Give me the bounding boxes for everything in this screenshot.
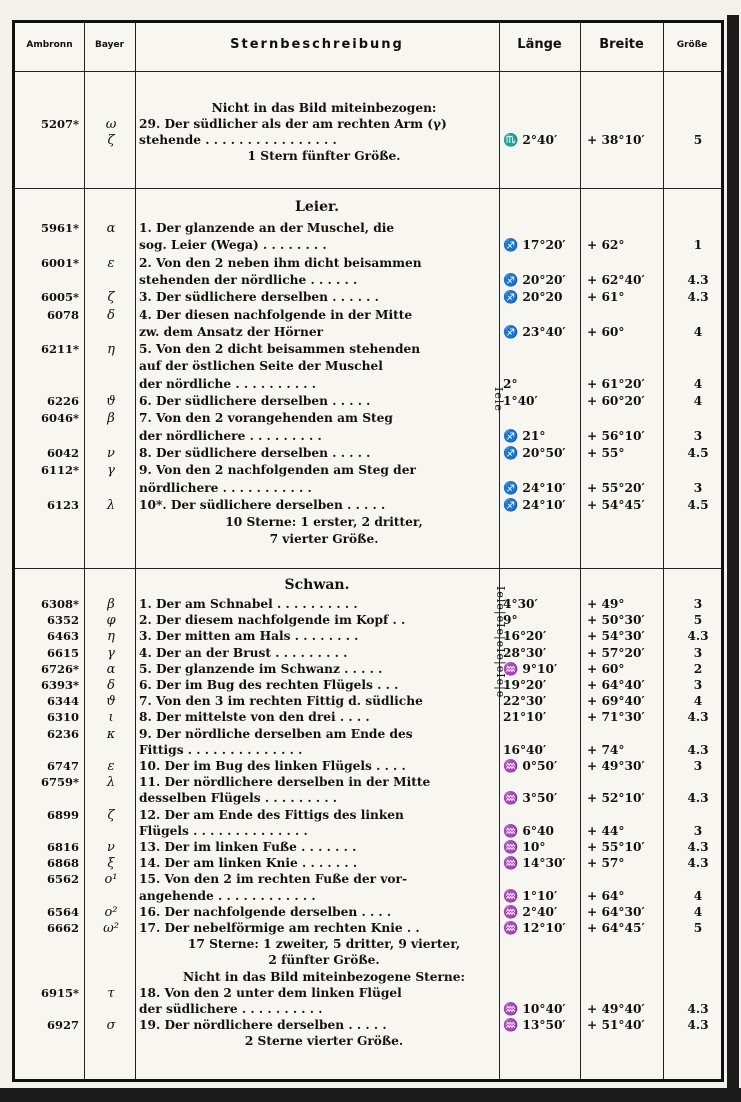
section-title-schwan: Schwan. bbox=[284, 577, 350, 593]
star-description: 8. Der südlichere derselben . . . . . bbox=[139, 445, 371, 460]
magnitude-value: 4.3 bbox=[687, 1002, 709, 1016]
table-row bbox=[15, 597, 721, 612]
magnitude-value: 3 bbox=[693, 759, 703, 773]
star-description: 15. Von den 2 im rechten Fuße der vor- bbox=[139, 872, 408, 887]
bayer-letter: ξ bbox=[107, 856, 115, 872]
latitude-value: + 38°10′ bbox=[587, 133, 645, 147]
star-description: 11. Der nördlichere derselben in der Mitte bbox=[139, 775, 431, 790]
star-description: 9. Von den 2 nachfolgenden am Steg der bbox=[139, 463, 416, 478]
longitude-value: 1°40′ bbox=[503, 394, 538, 408]
longitude-value: 2° bbox=[503, 376, 518, 391]
magnitude-value: 4.5 bbox=[687, 497, 709, 512]
bayer-letter: ν bbox=[107, 445, 115, 461]
longitude-value: ♐ 20°20′ bbox=[503, 272, 566, 287]
table-row bbox=[15, 238, 721, 253]
magnitude-value: 4.3 bbox=[687, 1018, 709, 1033]
bayer-letter: o² bbox=[104, 904, 118, 920]
star-description: 9. Der nördliche derselben am Ende des bbox=[139, 726, 413, 741]
star-description: 4. Der diesen nachfolgende in der Mitte bbox=[139, 307, 413, 322]
ambronn-number: 6308* bbox=[40, 597, 79, 611]
star-description: 10*. Der südlichere derselben . . . . . bbox=[139, 497, 386, 512]
longitude-value: ♒ 9°10′ bbox=[503, 661, 558, 676]
star-description: Nicht in das Bild miteinbezogen: bbox=[211, 101, 437, 115]
ambronn-number: 6662 bbox=[46, 921, 79, 935]
latitude-value: + 57° bbox=[587, 856, 625, 871]
page-edge-right bbox=[727, 15, 739, 1095]
bayer-letter: η bbox=[107, 342, 115, 358]
magnitude-value: 4 bbox=[693, 888, 703, 903]
table-row bbox=[15, 515, 721, 530]
bayer-letter: γ bbox=[107, 645, 115, 661]
table-row bbox=[15, 662, 721, 677]
latitude-value: + 61°20′ bbox=[587, 376, 645, 391]
magnitude-value: 3 bbox=[693, 597, 703, 611]
star-description: 3. Der mitten am Hals . . . . . . . . bbox=[139, 629, 359, 644]
ambronn-number: 5961* bbox=[40, 221, 79, 235]
longitude-value: ♒ 1°10′ bbox=[503, 888, 558, 903]
ambronn-number: 6463 bbox=[46, 629, 79, 644]
longitude-value: ♒ 10°40′ bbox=[503, 1002, 566, 1016]
magnitude-value: 4.3 bbox=[687, 290, 709, 305]
latitude-value: + 56°10′ bbox=[587, 428, 645, 443]
star-description: 5. Von den 2 dicht beisammen stehenden bbox=[139, 342, 421, 357]
star-description: 2 Sterne vierter Größe. bbox=[244, 1034, 404, 1049]
latitude-value: + 71°30′ bbox=[587, 710, 645, 725]
latitude-value: + 74° bbox=[587, 742, 625, 757]
latitude-value: + 49°40′ bbox=[587, 1002, 645, 1016]
bayer-letter: ι bbox=[108, 710, 114, 726]
header-bayer: Bayer bbox=[94, 40, 125, 50]
magnitude-value: 4.3 bbox=[687, 791, 709, 806]
bayer-letter: δ bbox=[107, 678, 115, 693]
star-description: nördlichere . . . . . . . . . . . bbox=[139, 480, 312, 495]
longitude-value: 19°20′ bbox=[503, 678, 547, 692]
longitude-value: ♒ 2°40′ bbox=[503, 904, 558, 919]
magnitude-value: 4 bbox=[693, 394, 703, 408]
longitude-value: ♐ 17°20′ bbox=[503, 238, 566, 253]
latitude-value: + 54°45′ bbox=[587, 497, 645, 512]
table-row bbox=[15, 446, 721, 461]
table-row bbox=[15, 775, 721, 790]
table-row bbox=[15, 953, 721, 968]
ambronn-number: 6042 bbox=[46, 445, 79, 460]
latitude-value: + 54°30′ bbox=[587, 629, 645, 644]
star-description: 2 fünfter Größe. bbox=[268, 953, 380, 968]
table-row bbox=[15, 1018, 721, 1033]
bayer-letter: φ bbox=[106, 613, 116, 629]
star-description: 1 Stern fünfter Größe. bbox=[247, 149, 401, 163]
table-row bbox=[15, 1002, 721, 1017]
longitude-value: ♒ 10° bbox=[503, 840, 546, 854]
longitude-value: ♏ 2°40′ bbox=[503, 133, 558, 147]
ambronn-number: 6310 bbox=[46, 710, 79, 725]
star-description: 12. Der am Ende des Fittigs des linken bbox=[139, 807, 404, 822]
star-description: Nicht in das Bild miteinbezogene Sterne: bbox=[182, 969, 466, 984]
ambronn-number: 6564 bbox=[46, 904, 79, 919]
ambronn-number: 6562 bbox=[46, 872, 79, 887]
table-row bbox=[15, 970, 721, 985]
zodiac-sign-mark: Iele|eIe|eIe|eIe|e bbox=[494, 586, 507, 699]
magnitude-value: 4 bbox=[693, 694, 703, 709]
ambronn-number: 6726* bbox=[40, 661, 79, 676]
star-description: 2. Von den 2 neben ihm dicht beisammen bbox=[139, 255, 422, 270]
ambronn-number: 6226 bbox=[46, 394, 79, 408]
table-row bbox=[15, 937, 721, 952]
table-row bbox=[15, 921, 721, 936]
table-row bbox=[15, 342, 721, 357]
star-description: Fittigs . . . . . . . . . . . . . . bbox=[139, 742, 303, 757]
latitude-value: + 55° bbox=[587, 445, 625, 460]
longitude-value: ♐ 24°10′ bbox=[503, 497, 566, 512]
latitude-value: + 57°20′ bbox=[587, 645, 645, 660]
table-row bbox=[15, 905, 721, 920]
magnitude-value: 4 bbox=[693, 904, 703, 919]
table-row bbox=[15, 727, 721, 742]
magnitude-value: 5 bbox=[693, 921, 703, 935]
table-row bbox=[15, 759, 721, 774]
ambronn-number: 6899 bbox=[46, 807, 79, 822]
star-description: 19. Der nördlichere derselben . . . . . bbox=[139, 1018, 387, 1033]
ambronn-number: 6046* bbox=[40, 411, 79, 426]
star-description: 10. Der im Bug des linken Flügels . . . . bbox=[139, 759, 406, 773]
ambronn-number: 6352 bbox=[46, 613, 79, 628]
longitude-value: 16°20′ bbox=[503, 629, 547, 644]
star-description: 2. Der diesem nachfolgende im Kopf . . bbox=[139, 613, 406, 628]
table-row bbox=[15, 133, 721, 148]
table-row bbox=[15, 429, 721, 444]
longitude-value: ♒ 0°50′ bbox=[503, 759, 558, 773]
star-description: angehende . . . . . . . . . . . . bbox=[139, 888, 316, 903]
magnitude-value: 4.3 bbox=[687, 710, 709, 725]
table-row bbox=[15, 377, 721, 392]
table-row bbox=[15, 613, 721, 628]
star-description: der nördliche . . . . . . . . . . bbox=[139, 376, 317, 391]
longitude-value: 22°30′ bbox=[503, 694, 547, 709]
ambronn-number: 6915* bbox=[40, 985, 79, 1000]
table-row bbox=[15, 629, 721, 644]
magnitude-value: 4 bbox=[693, 376, 703, 391]
bayer-letter: α bbox=[106, 221, 116, 236]
table-row bbox=[15, 1034, 721, 1049]
longitude-value: 9° bbox=[503, 613, 518, 628]
bayer-letter: σ bbox=[106, 1018, 116, 1034]
ambronn-number: 6344 bbox=[46, 694, 79, 709]
star-description: 6. Der im Bug des rechten Flügels . . . bbox=[139, 678, 399, 692]
star-description: 7 vierter Größe. bbox=[269, 532, 379, 547]
table-row bbox=[15, 824, 721, 839]
header-magnitude: Größe bbox=[676, 40, 708, 50]
header-longitude: Länge bbox=[517, 37, 562, 52]
ambronn-number: 6078 bbox=[46, 307, 79, 322]
table-row bbox=[15, 117, 721, 132]
star-description: 14. Der am linken Knie . . . . . . . bbox=[139, 856, 358, 871]
table-row bbox=[15, 498, 721, 513]
table-row bbox=[15, 394, 721, 409]
star-description: sog. Leier (Wega) . . . . . . . . bbox=[139, 238, 327, 253]
star-description: auf der östlichen Seite der Muschel bbox=[139, 359, 383, 374]
header-latitude: Breite bbox=[599, 37, 644, 52]
table-row bbox=[15, 646, 721, 661]
magnitude-value: 1 bbox=[693, 238, 703, 253]
latitude-value: + 64°45′ bbox=[587, 921, 645, 935]
bayer-letter: δ bbox=[107, 307, 115, 323]
table-row bbox=[15, 359, 721, 374]
table-row bbox=[15, 256, 721, 271]
latitude-value: + 49°30′ bbox=[587, 759, 645, 773]
ambronn-number: 6759* bbox=[40, 775, 79, 790]
latitude-value: + 51°40′ bbox=[587, 1018, 645, 1033]
header-rule bbox=[15, 71, 721, 72]
longitude-value: ♐ 24°10′ bbox=[503, 480, 566, 495]
table-row bbox=[15, 325, 721, 340]
longitude-value: ♐ 20°50′ bbox=[503, 445, 566, 460]
magnitude-value: 4.5 bbox=[687, 445, 709, 460]
ambronn-number: 6868 bbox=[46, 856, 79, 871]
latitude-value: + 69°40′ bbox=[587, 694, 645, 709]
bayer-letter: ω² bbox=[103, 921, 119, 936]
section-rule bbox=[15, 568, 721, 569]
ambronn-number: 6393* bbox=[40, 678, 79, 692]
bayer-letter: ϑ bbox=[106, 694, 116, 710]
star-description: zw. dem Ansatz der Hörner bbox=[139, 324, 323, 339]
latitude-value: + 64°40′ bbox=[587, 678, 645, 692]
table-row bbox=[15, 481, 721, 496]
star-description: 17 Sterne: 1 zweiter, 5 dritter, 9 vierter, bbox=[187, 937, 461, 952]
magnitude-value: 4.3 bbox=[687, 840, 709, 854]
star-description: 18. Von den 2 unter dem linken Flügel bbox=[139, 985, 402, 1000]
table-row bbox=[15, 986, 721, 1001]
ambronn-number: 6615 bbox=[46, 645, 79, 660]
latitude-value: + 52°10′ bbox=[587, 791, 645, 806]
latitude-value: + 60° bbox=[587, 324, 625, 339]
bayer-letter: ζ bbox=[107, 133, 115, 148]
bayer-letter: ζ bbox=[107, 807, 115, 823]
bayer-letter: ε bbox=[107, 759, 115, 774]
star-description: 13. Der im linken Fuße . . . . . . . bbox=[139, 840, 357, 854]
table-row bbox=[15, 101, 721, 116]
bayer-letter: ν bbox=[107, 840, 115, 855]
latitude-value: + 55°20′ bbox=[587, 480, 645, 495]
latitude-value: + 60°20′ bbox=[587, 394, 645, 408]
star-description: 10 Sterne: 1 erster, 2 dritter, bbox=[225, 515, 423, 530]
longitude-value: ♒ 6°40 bbox=[503, 823, 554, 838]
ambronn-number: 6005* bbox=[40, 290, 79, 305]
table-row bbox=[15, 273, 721, 288]
header-description: Sternbeschreibung bbox=[230, 37, 404, 52]
star-description: 1. Der glanzende an der Muschel, die bbox=[139, 221, 395, 235]
table-row bbox=[15, 889, 721, 904]
longitude-value: ♒ 12°10′ bbox=[503, 921, 566, 935]
star-description: 4. Der an der Brust . . . . . . . . . bbox=[139, 645, 348, 660]
latitude-value: + 62° bbox=[587, 238, 625, 253]
magnitude-value: 3 bbox=[693, 480, 703, 495]
star-description: 5. Der glanzende im Schwanz . . . . . bbox=[139, 661, 383, 676]
magnitude-value: 3 bbox=[693, 645, 703, 660]
bayer-letter: τ bbox=[107, 985, 115, 1001]
bayer-letter: α bbox=[106, 661, 116, 677]
latitude-value: + 50°30′ bbox=[587, 613, 645, 628]
star-description: 17. Der nebelförmige am rechten Knie . . bbox=[139, 921, 420, 935]
longitude-value: ♐ 20°20 bbox=[503, 290, 563, 305]
page-edge-bottom bbox=[0, 1088, 741, 1102]
table-row bbox=[15, 743, 721, 758]
section-rule bbox=[15, 188, 721, 189]
table-row bbox=[15, 840, 721, 855]
longitude-value: 4°30′ bbox=[503, 597, 538, 611]
star-description: 6. Der südlichere derselben . . . . . bbox=[139, 394, 371, 408]
magnitude-value: 4 bbox=[693, 324, 703, 339]
bayer-letter: η bbox=[107, 629, 115, 645]
ambronn-number: 6747 bbox=[46, 759, 79, 773]
bayer-letter: ϑ bbox=[106, 394, 116, 409]
zodiac-sign-mark: Iele bbox=[492, 387, 505, 412]
latitude-value: + 60° bbox=[587, 661, 625, 676]
star-description: stehende . . . . . . . . . . . . . . . . bbox=[139, 133, 337, 147]
star-description: 3. Der südlichere derselben . . . . . . bbox=[139, 290, 379, 305]
magnitude-value: 3 bbox=[693, 428, 703, 443]
longitude-value: 16°40′ bbox=[503, 742, 547, 757]
longitude-value: 21°10′ bbox=[503, 710, 547, 725]
bayer-letter: ω bbox=[105, 117, 117, 132]
latitude-value: + 44° bbox=[587, 823, 625, 838]
star-description: 29. Der südlicher als der am rechten Arm (γ) bbox=[139, 117, 447, 131]
bayer-letter: λ bbox=[106, 497, 116, 513]
magnitude-value: 5 bbox=[693, 613, 703, 628]
latitude-value: + 49° bbox=[587, 597, 625, 611]
star-description: der nördlichere . . . . . . . . . bbox=[139, 428, 322, 443]
ambronn-number: 6236 bbox=[46, 726, 79, 741]
table-row bbox=[15, 308, 721, 323]
table-row bbox=[15, 149, 721, 164]
bayer-letter: κ bbox=[106, 726, 116, 742]
latitude-value: + 61° bbox=[587, 290, 625, 305]
bayer-letter: β bbox=[107, 597, 115, 612]
table-row bbox=[15, 694, 721, 709]
star-catalog-table bbox=[12, 20, 724, 1082]
magnitude-value: 5 bbox=[693, 133, 703, 147]
magnitude-value: 4.3 bbox=[687, 272, 709, 287]
longitude-value: ♐ 21° bbox=[503, 428, 546, 443]
ambronn-number: 6816 bbox=[46, 840, 79, 854]
ambronn-number: 5207* bbox=[40, 117, 79, 131]
table-row bbox=[15, 856, 721, 871]
magnitude-value: 4.3 bbox=[687, 742, 709, 757]
table-row bbox=[15, 791, 721, 806]
table-row bbox=[15, 678, 721, 693]
bayer-letter: λ bbox=[106, 775, 116, 791]
header-ambronn: Ambronn bbox=[26, 40, 73, 50]
longitude-value: ♒ 13°50′ bbox=[503, 1018, 566, 1033]
table-row bbox=[15, 808, 721, 823]
bayer-letter: β bbox=[107, 411, 115, 427]
magnitude-value: 3 bbox=[693, 678, 703, 692]
star-description: der südlichere . . . . . . . . . . bbox=[139, 1002, 323, 1016]
ambronn-number: 6927 bbox=[46, 1018, 79, 1033]
star-description: desselben Flügels . . . . . . . . . bbox=[139, 791, 338, 806]
ambronn-number: 6211* bbox=[40, 342, 79, 357]
latitude-value: + 64° bbox=[587, 888, 625, 903]
bayer-letter: o¹ bbox=[104, 872, 118, 888]
bayer-letter: ζ bbox=[107, 290, 115, 306]
magnitude-value: 2 bbox=[693, 661, 703, 676]
star-description: 16. Der nachfolgende derselben . . . . bbox=[139, 904, 392, 919]
star-description: Flügels . . . . . . . . . . . . . . bbox=[139, 823, 308, 838]
section-title-leier: Leier. bbox=[295, 199, 339, 215]
table-row bbox=[15, 463, 721, 478]
table-row bbox=[15, 411, 721, 426]
star-description: 1. Der am Schnabel . . . . . . . . . . bbox=[139, 597, 358, 611]
longitude-value: ♒ 3°50′ bbox=[503, 791, 558, 806]
magnitude-value: 3 bbox=[693, 823, 703, 838]
star-description: stehenden der nördliche . . . . . . bbox=[139, 272, 358, 287]
star-description: 7. Von den 3 im rechten Fittig d. südliche bbox=[139, 694, 423, 709]
magnitude-value: 4.3 bbox=[687, 629, 709, 644]
latitude-value: + 62°40′ bbox=[587, 272, 645, 287]
star-description: 8. Der mittelste von den drei . . . . bbox=[139, 710, 370, 725]
bayer-letter: γ bbox=[107, 463, 115, 479]
table-row bbox=[15, 710, 721, 725]
ambronn-number: 6001* bbox=[40, 255, 79, 270]
star-description: 7. Von den 2 vorangehenden am Steg bbox=[139, 411, 393, 426]
table-row bbox=[15, 872, 721, 887]
table-row bbox=[15, 221, 721, 236]
ambronn-number: 6123 bbox=[46, 497, 79, 512]
magnitude-value: 4.3 bbox=[687, 856, 709, 871]
ambronn-number: 6112* bbox=[40, 463, 79, 478]
longitude-value: 28°30′ bbox=[503, 645, 547, 660]
table-row bbox=[15, 290, 721, 305]
latitude-value: + 55°10′ bbox=[587, 840, 645, 854]
table-row bbox=[15, 532, 721, 547]
longitude-value: ♒ 14°30′ bbox=[503, 856, 566, 871]
latitude-value: + 64°30′ bbox=[587, 904, 645, 919]
bayer-letter: ε bbox=[107, 255, 115, 271]
longitude-value: ♐ 23°40′ bbox=[503, 324, 566, 339]
